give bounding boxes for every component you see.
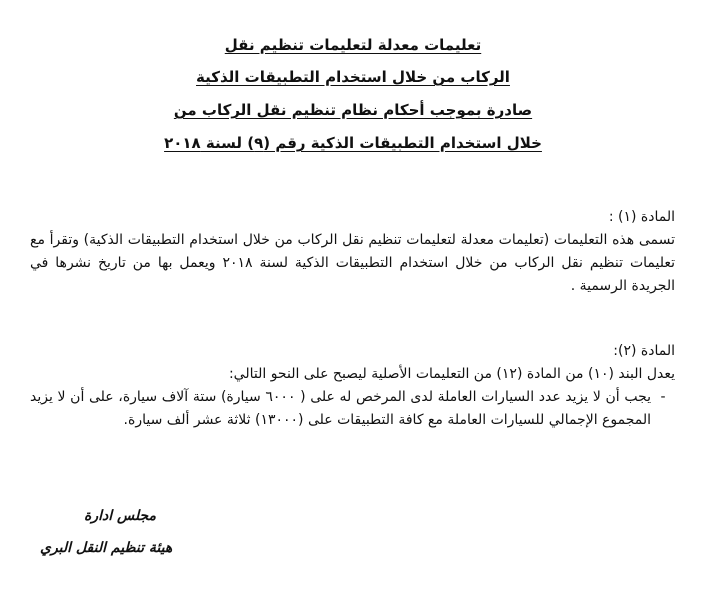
article-1-heading: المادة (١) :: [608, 209, 675, 225]
article-1: [30, 206, 675, 298]
title-line-2: الركاب من خلال استخدام التطبيقات الذكية: [196, 68, 510, 86]
article-1-text: تسمى هذه التعليمات (تعليمات معدلة لتعليمات تنظيم نقل الركاب من خلال استخدام التطبيقات الذكية) وتقرأ مع تعليمات تنظيم نقل الركاب من خلال استخدام التطبيقات الذكية لسنة ٢٠١٨ ويعمل بها من تاريخ نشرها في الجريدة الرسمية .: [30, 232, 675, 294]
title-line-1: تعليمات معدلة لتعليمات تنظيم نقل: [224, 36, 482, 54]
article-2-bullet-text: يجب أن لا يزيد عدد السيارات العاملة لدى المرخص له على ( ٦٠٠٠ سيارة) ستة آلاف سيارة، على أن لا يزيد المجموع الإجمالي للسيارات العاملة مع كافة التطبيقات على (١٣٠٠٠) ثلاثة عشر ألف سيارة.: [30, 389, 651, 428]
signature-authority: هيئة تنظيم النقل البري: [40, 540, 173, 556]
title-line-3: صادرة بموجب أحكام نظام تنظيم نقل الركاب من: [173, 101, 533, 119]
article-2-intro: يعدل البند (١٠) من المادة (١٢) من التعليمات الأصلية ليصبح على النحو التالي:: [228, 366, 675, 382]
signature-council: مجلس ادارة: [84, 508, 157, 524]
article-2: [30, 340, 675, 432]
title-line-4: خلال استخدام التطبيقات الذكية رقم (٩) لسنة ٢٠١٨: [164, 134, 542, 152]
article-2-bullet-item: [30, 386, 675, 432]
bullet-dash: -: [660, 389, 666, 405]
article-2-heading: المادة (٢):: [613, 343, 675, 359]
